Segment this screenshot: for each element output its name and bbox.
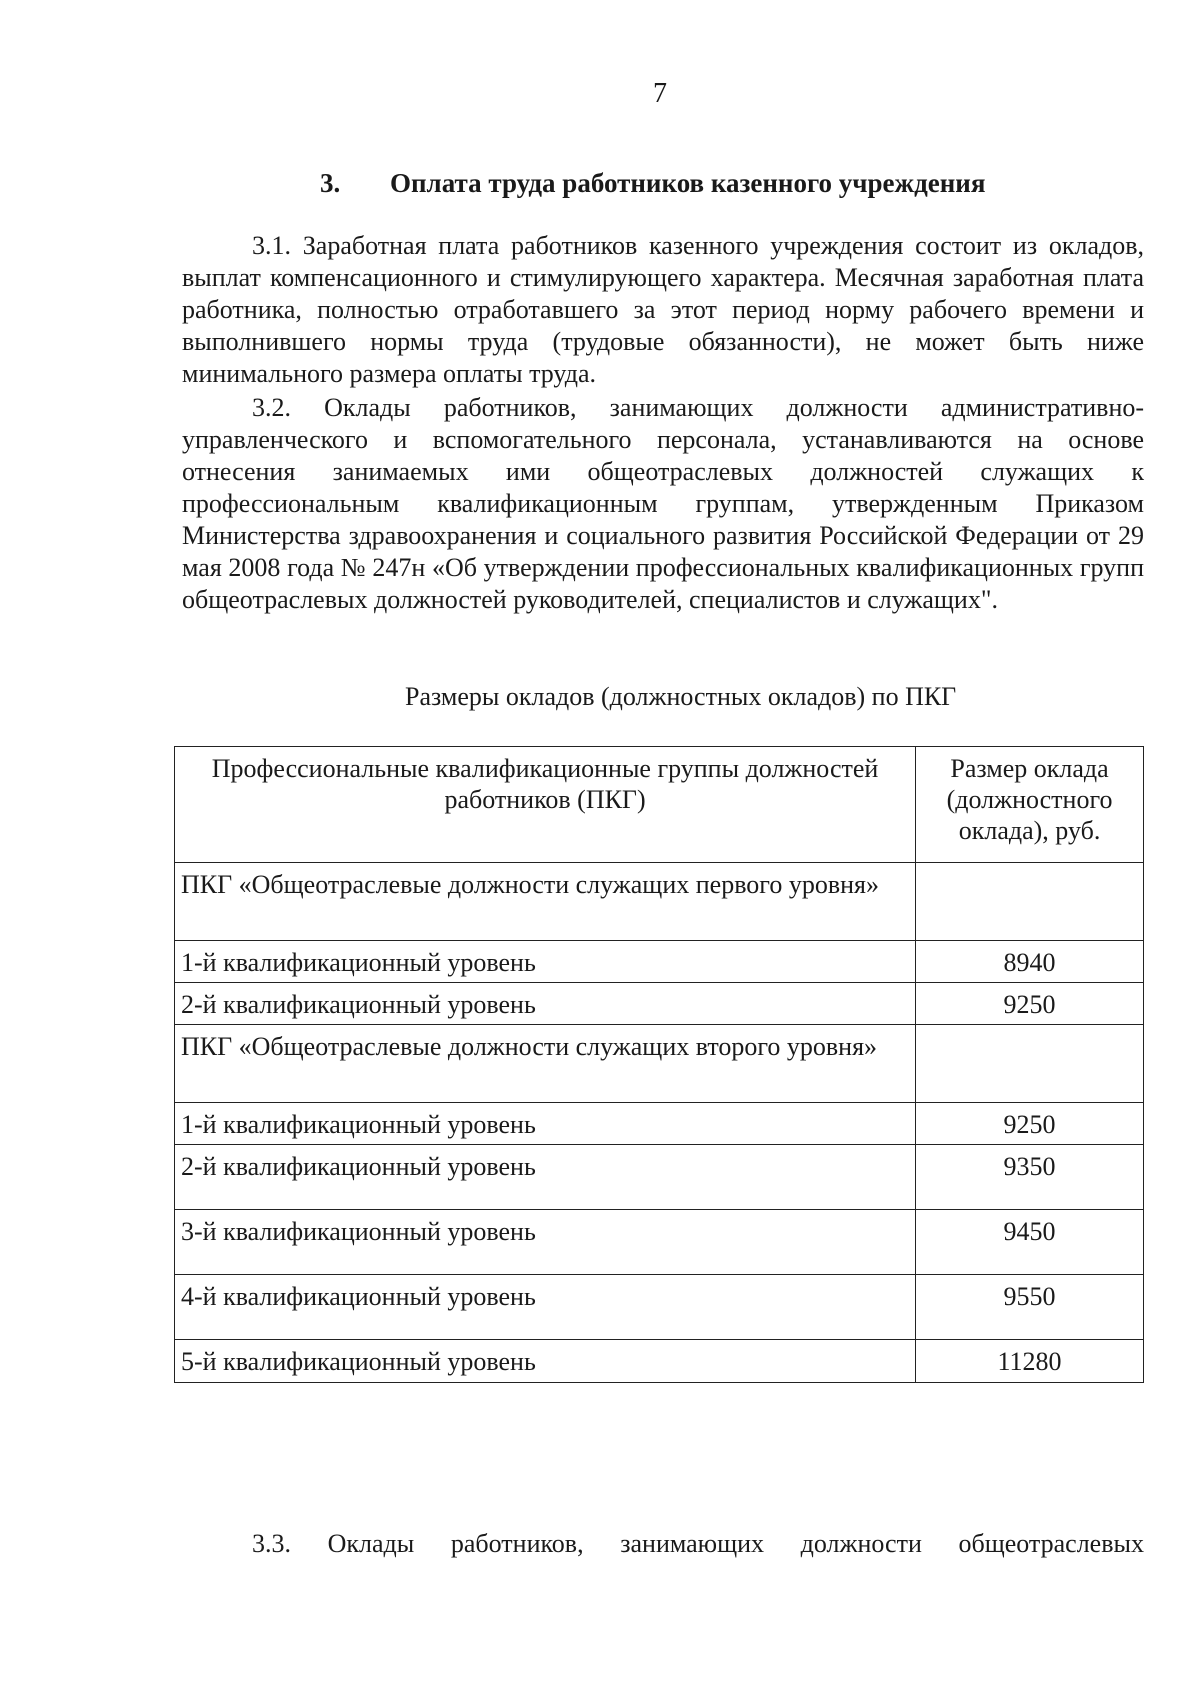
header-amount-cell: Размер оклада (должностного оклада), руб.: [916, 747, 1144, 863]
row-label: 4-й квалификационный уровень: [175, 1275, 916, 1340]
table-row: [175, 1340, 1144, 1383]
row-amount: [916, 863, 1144, 941]
table-row: [175, 863, 1144, 941]
paragraph-text: Оклады работников, занимающих должности административно-управленческого и вспомогательного персонала, устанавливаются на основе отнесения занимаемых ими общеотраслевых должностей служащих к профессиональным квалификационным группам, утвержденным Приказом Министерства здравоохранения и социального развития Российской Федерации от 29 мая 2008 года № 247н «Об утверждении профессиональных квалификационных групп общеотраслевых должностей руководителей, специалистов и служащих".: [182, 393, 1145, 614]
paragraph-3-1: [182, 230, 1144, 390]
row-amount: 9350: [916, 1145, 1144, 1210]
paragraph-number: 3.2.: [252, 393, 291, 422]
paragraph-3-2: [182, 392, 1144, 616]
row-label: ПКГ «Общеотраслевые должности служащих второго уровня»: [175, 1025, 916, 1103]
section-heading: [320, 168, 985, 199]
paragraph-word: общеотраслевых: [958, 1529, 1144, 1558]
row-label: 5-й квалификационный уровень: [175, 1340, 916, 1383]
table-row: [175, 1275, 1144, 1340]
table-row: [175, 983, 1144, 1025]
paragraph-word: должности: [800, 1529, 922, 1558]
row-amount: [916, 1025, 1144, 1103]
paragraph-word: работников,: [450, 1529, 584, 1558]
paragraph-word: Оклады: [327, 1529, 415, 1558]
section-title: Оплата труда работников казенного учреждения: [390, 168, 986, 198]
table-row: [175, 1025, 1144, 1103]
paragraph-text: Заработная плата работников казенного учреждения состоит из окладов, выплат компенсационного и стимулирующего характера. Месячная заработная плата работника, полностью отработавшего за этот период норму рабочего времени и выполнившего нормы труда (трудовые обязанности), не может быть ниже минимального размера оплаты труда.: [182, 231, 1144, 388]
row-label: 2-й квалификационный уровень: [175, 1145, 916, 1210]
row-label: 1-й квалификационный уровень: [175, 941, 916, 983]
table-header-row: [175, 747, 1144, 863]
row-amount: 9450: [916, 1210, 1144, 1275]
table-row: [175, 1210, 1144, 1275]
salary-table: [174, 746, 1144, 1383]
section-number: 3.: [320, 168, 341, 198]
row-label: 3-й квалификационный уровень: [175, 1210, 916, 1275]
row-amount: 11280: [916, 1340, 1144, 1383]
row-amount: 9250: [916, 983, 1144, 1025]
row-label: 1-й квалификационный уровень: [175, 1103, 916, 1145]
table-row: [175, 941, 1144, 983]
table-caption: Размеры окладов (должностных окладов) по ПКГ: [405, 682, 957, 711]
paragraph-3-3: [252, 1528, 1144, 1560]
paragraph-word: занимающих: [620, 1529, 765, 1558]
table-row: [175, 1103, 1144, 1145]
page-number: 7: [653, 78, 667, 109]
row-amount: 8940: [916, 941, 1144, 983]
paragraph-number: 3.1.: [252, 231, 291, 260]
row-label: 2-й квалификационный уровень: [175, 983, 916, 1025]
header-group-cell: Профессиональные квалификационные группы должностей работников (ПКГ): [175, 747, 916, 863]
row-amount: 9250: [916, 1103, 1144, 1145]
paragraph-number: 3.3.: [252, 1529, 291, 1558]
row-label: ПКГ «Общеотраслевые должности служащих первого уровня»: [175, 863, 916, 941]
table-row: [175, 1145, 1144, 1210]
row-amount: 9550: [916, 1275, 1144, 1340]
